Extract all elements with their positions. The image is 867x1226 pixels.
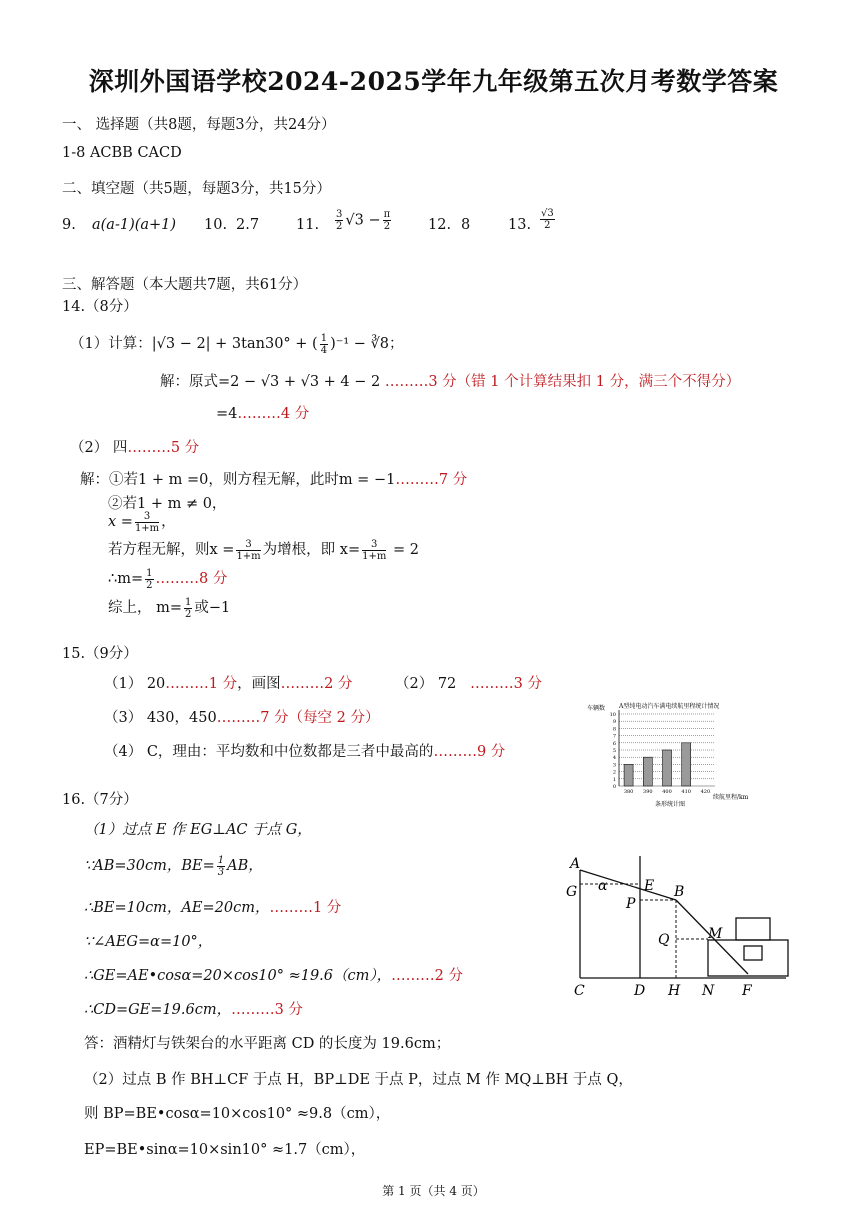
chart-ylabel: 车辆数 xyxy=(587,705,606,712)
q15-a1 xyxy=(104,672,352,693)
chart-xtick-label: 380 xyxy=(623,789,634,795)
q16-l8: （2）过点 B 作 BH⊥CF 于点 H，BP⊥DE 于点 P，过点 M 作 MQ⊥BH 于点 Q， xyxy=(84,1072,633,1088)
q14-solution-2 xyxy=(216,402,309,423)
q14-line4 xyxy=(108,538,419,562)
q14-l6b: 或−1 xyxy=(194,600,231,616)
chart-bar xyxy=(663,750,672,786)
q14-l3d: 1+m xyxy=(134,522,160,534)
chart-bar xyxy=(643,757,652,786)
chart-ytick-label: 8 xyxy=(612,726,616,733)
q11-pi-den: 2 xyxy=(383,221,391,232)
q11-answer xyxy=(333,209,393,232)
q14-l5d: 2 xyxy=(146,579,153,591)
q15-a3-score: ………7 分（每空 2 分） xyxy=(216,710,380,726)
chart-xlabel: 续航里程/km xyxy=(713,794,749,801)
q15-a4 xyxy=(104,740,505,761)
q16-l9: 则 BP=BE•cosα=10×cos10° ≈9.8（cm）， xyxy=(84,1106,391,1122)
q14-l1-score: ………7 分 xyxy=(395,472,468,488)
chart-caption: 条形统计图 xyxy=(655,801,686,808)
page-title: 深圳外国语学校2024-2025学年九年级第五次月考数学答案 xyxy=(88,67,779,96)
q14-l1: 解：①若1 + m =0，则方程无解，此时m = −1 xyxy=(80,472,396,488)
q14-l3a: x = xyxy=(108,514,133,530)
q16-line5 xyxy=(84,964,463,985)
q14-p1-expr: |√3 − 2| + 3tan30° + ( xyxy=(151,336,318,352)
q14-line6 xyxy=(108,596,230,620)
q16-line2 xyxy=(84,854,263,878)
q14-l5-score: ………8 分 xyxy=(155,571,228,587)
q16-l3-score: ………1 分 xyxy=(269,900,342,916)
q12-number: 12. xyxy=(428,217,452,233)
q16-l4: ∵∠AEG=α=10°， xyxy=(84,934,213,950)
q15-a1-score2: ………2 分 xyxy=(280,676,353,692)
q14-l5n: 1 xyxy=(146,567,153,579)
label-G: G xyxy=(566,884,578,900)
q14-l2: ②若1 + m ≠ 0， xyxy=(108,496,227,512)
section2-header: 二、填空题（共5题，每题3分，共15分） xyxy=(62,181,331,197)
chart-ytick-label: 9 xyxy=(612,719,616,726)
q14-p2-score: ………5 分 xyxy=(127,440,200,456)
q11-number: 11. xyxy=(296,217,320,233)
geometry-figure xyxy=(560,850,800,1000)
q11-frac-num: 3 xyxy=(336,209,343,220)
q16-l2d: 3 xyxy=(217,866,225,878)
q14-p1-fden: 4 xyxy=(320,344,328,356)
q14-sol1-score: ………3 分（错 1 个计算结果扣 1 分，满三个不得分） xyxy=(384,374,741,390)
q15-a3 xyxy=(104,706,379,727)
q13-num: √3 xyxy=(541,208,554,219)
label-alpha: α xyxy=(598,878,608,894)
q14-part2 xyxy=(70,436,199,457)
bar-chart xyxy=(585,700,770,810)
q14-l6a: 综上， m= xyxy=(108,600,183,616)
q9-number: 9. xyxy=(62,217,76,233)
chart-bar xyxy=(682,743,691,786)
q15-a2-score: ………3 分 xyxy=(470,676,542,692)
q14-l6n: 1 xyxy=(185,596,192,608)
q14-l3n: 3 xyxy=(135,511,159,523)
q14-l4n2: 3 xyxy=(362,539,386,551)
q10-number: 10. xyxy=(204,217,228,233)
q15-a1-text: （1） 20 xyxy=(104,676,166,692)
q15-a1-draw: ，画图 xyxy=(237,676,281,692)
chart-ytick-label: 1 xyxy=(612,776,616,783)
label-E: E xyxy=(644,878,655,894)
chart-xticks xyxy=(624,789,710,795)
q16-l5: ∴GE=AE•cosα=20×cos10° ≈19.6（cm）， xyxy=(84,968,392,984)
chart-ytick-label: 7 xyxy=(612,733,616,740)
q14-l4n: 3 xyxy=(236,539,260,551)
q16-l2b: AB， xyxy=(227,858,263,874)
chart-ytick-label: 6 xyxy=(612,740,616,747)
q14-l3b: ， xyxy=(161,514,176,530)
q12-answer: 8 xyxy=(461,217,471,233)
q14-line1 xyxy=(80,468,467,489)
q16-header: 16.（7分） xyxy=(62,792,138,808)
q14-l4c: = 2 xyxy=(388,542,419,558)
chart-ytick-label: 10 xyxy=(609,712,616,718)
page-footer: 第 1 页（共 4 页） xyxy=(382,1184,485,1198)
chart-xtick-label: 390 xyxy=(643,789,653,795)
q16-line6 xyxy=(84,998,303,1019)
label-F: F xyxy=(742,983,752,999)
q14-p1-label: （1）计算： xyxy=(70,336,152,352)
q9-answer: a(a-1)(a+1) xyxy=(92,217,177,233)
section3-header: 三、解答题（本大题共7题，共61分） xyxy=(62,277,308,293)
q15-a1-score: ………1 分 xyxy=(165,676,238,692)
chart-title: A型纯电动汽车满电续航里程统计情况 xyxy=(619,703,720,710)
q15-a3-text: （3） 430，450 xyxy=(104,710,217,726)
chart-ytick-label: 2 xyxy=(612,769,616,776)
q11-frac-den: 2 xyxy=(336,221,343,232)
q16-l5-score: ………2 分 xyxy=(391,968,463,984)
q14-sol2-score: ………4 分 xyxy=(237,406,310,422)
chart-yticks xyxy=(610,712,616,790)
q16-l7: 答：酒精灯与铁架台的水平距离 CD 的长度为 19.6cm； xyxy=(84,1036,451,1052)
chart-ytick-label: 3 xyxy=(612,762,616,769)
chart-xtick-label: 410 xyxy=(681,789,691,795)
q14-header: 14.（8分） xyxy=(62,299,138,315)
label-M: M xyxy=(708,926,723,942)
q11-pi: π xyxy=(383,209,391,220)
q13-answer xyxy=(538,208,557,231)
q14-line3 xyxy=(108,510,176,534)
q16-line3 xyxy=(84,896,341,917)
label-C: C xyxy=(574,983,585,999)
q16-l6-score: ………3 分 xyxy=(231,1002,303,1018)
q14-l4b: 为增根，即 x= xyxy=(262,542,361,558)
label-D: D xyxy=(634,983,646,999)
q14-l4d: 1+m xyxy=(236,550,261,562)
q14-part1 xyxy=(70,332,404,356)
chart-xtick-label: 400 xyxy=(662,789,672,795)
q15-a4-score: ………9 分 xyxy=(433,744,506,760)
chart-bar xyxy=(624,764,633,786)
q13-den: 2 xyxy=(544,220,551,231)
q11-sqrt: √3 − xyxy=(345,212,381,229)
q15-a2 xyxy=(395,672,542,693)
label-Q: Q xyxy=(658,932,670,948)
q13-number: 13. xyxy=(508,217,532,233)
q14-sol2: =4 xyxy=(216,406,238,422)
q16-l2a: ∵AB=30cm，BE= xyxy=(84,858,215,874)
q14-l4d2: 1+m xyxy=(362,550,387,562)
q16-l2n: 1 xyxy=(217,854,225,866)
q14-l4a: 若方程无解，则x = xyxy=(108,542,235,558)
beaker xyxy=(736,918,770,940)
q14-line5 xyxy=(108,567,227,591)
q14-l6d: 2 xyxy=(185,608,192,620)
q15-a4-text: （4） C，理由：平均数和中位数都是三者中最高的 xyxy=(104,744,434,760)
label-B: B xyxy=(674,884,685,900)
lamp xyxy=(744,946,762,960)
choice-answers: 1-8 ACBB CACD xyxy=(62,145,182,161)
q14-p1-expr2: )⁻¹ − ∛8； xyxy=(330,336,404,352)
q16-l10: EP=BE•sinα=10×sin10° ≈1.7（cm）， xyxy=(84,1142,366,1158)
q14-p2: （2） 四 xyxy=(70,440,128,456)
q14-solution-1 xyxy=(160,370,740,391)
label-N: N xyxy=(702,983,715,999)
chart-ytick-label: 5 xyxy=(612,748,616,754)
chart-xtick-label: 420 xyxy=(700,789,711,795)
label-P: P xyxy=(626,896,636,912)
chart-ytick-label: 0 xyxy=(612,784,616,790)
q15-a2-text: （2） 72 xyxy=(395,676,457,692)
q16-l6: ∴CD=GE=19.6cm， xyxy=(84,1002,232,1018)
q10-answer: 2.7 xyxy=(236,217,260,233)
q14-p1-fnum: 1 xyxy=(320,332,328,344)
q14-l5a: ∴m= xyxy=(108,571,144,587)
chart-ytick-label: 4 xyxy=(612,755,616,762)
section1-header: 一、 选择题（共8题，每题3分，共24分） xyxy=(62,117,336,133)
q14-sol1: 解：原式=2 − √3 + √3 + 4 − 2 xyxy=(160,374,385,390)
q16-l1: （1）过点 E 作 EG⊥AC 于点 G， xyxy=(84,822,312,838)
label-A: A xyxy=(570,856,581,872)
q15-header: 15.（9分） xyxy=(62,646,138,662)
q16-l3: ∴BE=10cm，AE=20cm， xyxy=(84,900,270,916)
label-H: H xyxy=(668,983,681,999)
